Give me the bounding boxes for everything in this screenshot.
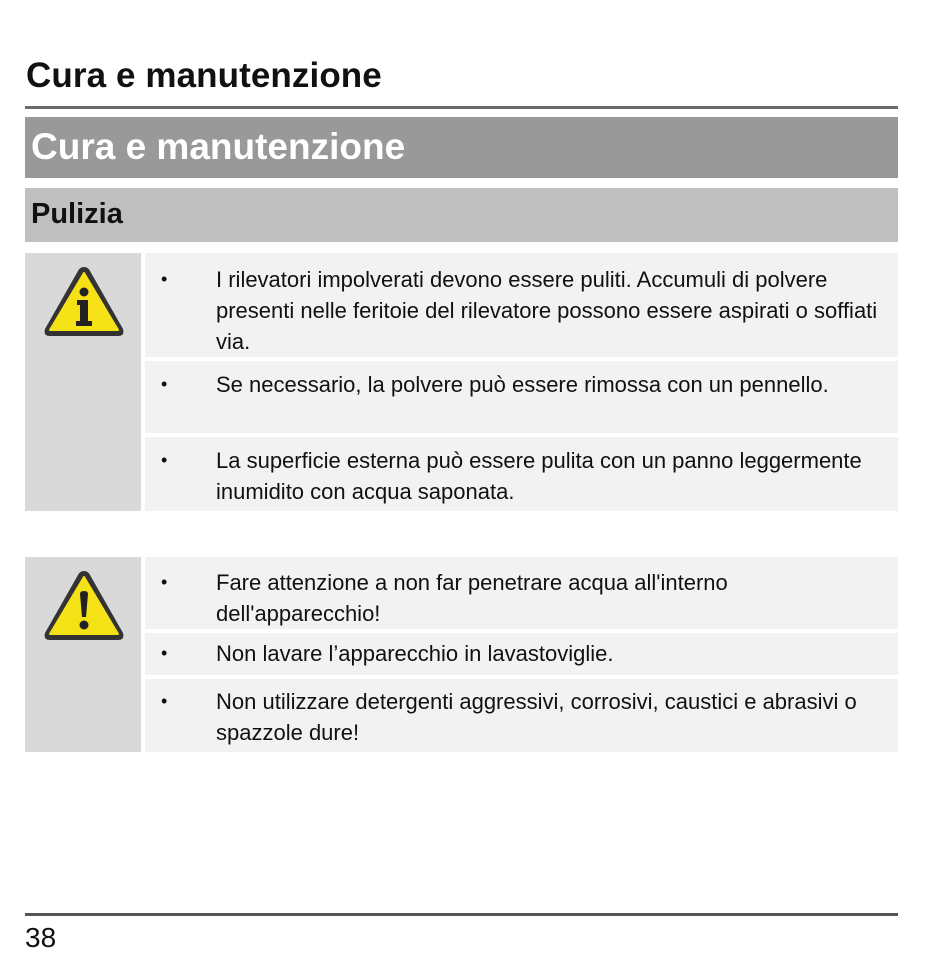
bullet: • — [161, 269, 168, 289]
info-warning-icon — [41, 263, 127, 341]
list-item — [145, 361, 898, 433]
notice-rows — [145, 557, 898, 752]
subsection-banner — [25, 188, 898, 242]
list-item-text: Non lavare l’apparecchio in lavastoviglie. — [216, 641, 614, 666]
footer-divider — [25, 913, 898, 916]
page-number: 38 — [25, 922, 57, 953]
exclamation-warning-icon — [41, 567, 127, 645]
section-banner — [25, 117, 898, 178]
list-item-text: I rilevatori impolverati devono essere puliti. Accumuli di polvere presenti nelle feritoie del rilevatore possono essere aspirati o soffiati via. — [216, 267, 878, 354]
list-item — [145, 437, 898, 511]
notice-rows — [145, 253, 898, 511]
bullet: • — [161, 572, 168, 592]
title-divider — [25, 106, 898, 109]
list-item — [145, 633, 898, 675]
notice-icon-cell — [25, 253, 141, 511]
section-title: Cura e manutenzione — [31, 126, 406, 167]
list-item-text: Se necessario, la polvere può essere rimossa con un pennello. — [216, 372, 829, 397]
list-item-text: Non utilizzare detergenti aggressivi, corrosivi, caustici e abrasivi o spazzole dure! — [216, 689, 857, 745]
cleaning-notice — [25, 253, 898, 511]
caution-notice — [25, 557, 898, 752]
bullet: • — [161, 691, 168, 711]
bullet: • — [161, 643, 168, 663]
bullet: • — [161, 450, 168, 470]
list-item-text: La superficie esterna può essere pulita con un panno leggermente inumidito con acqua saponata. — [216, 448, 862, 504]
list-item — [145, 679, 898, 752]
page-title: Cura e manutenzione — [26, 56, 382, 95]
subsection-title: Pulizia — [31, 198, 123, 230]
bullet: • — [161, 374, 168, 394]
list-item — [145, 253, 898, 357]
list-item-text: Fare attenzione a non far penetrare acqua all'interno dell'apparecchio! — [216, 570, 728, 626]
notice-icon-cell — [25, 557, 141, 752]
list-item — [145, 557, 898, 629]
